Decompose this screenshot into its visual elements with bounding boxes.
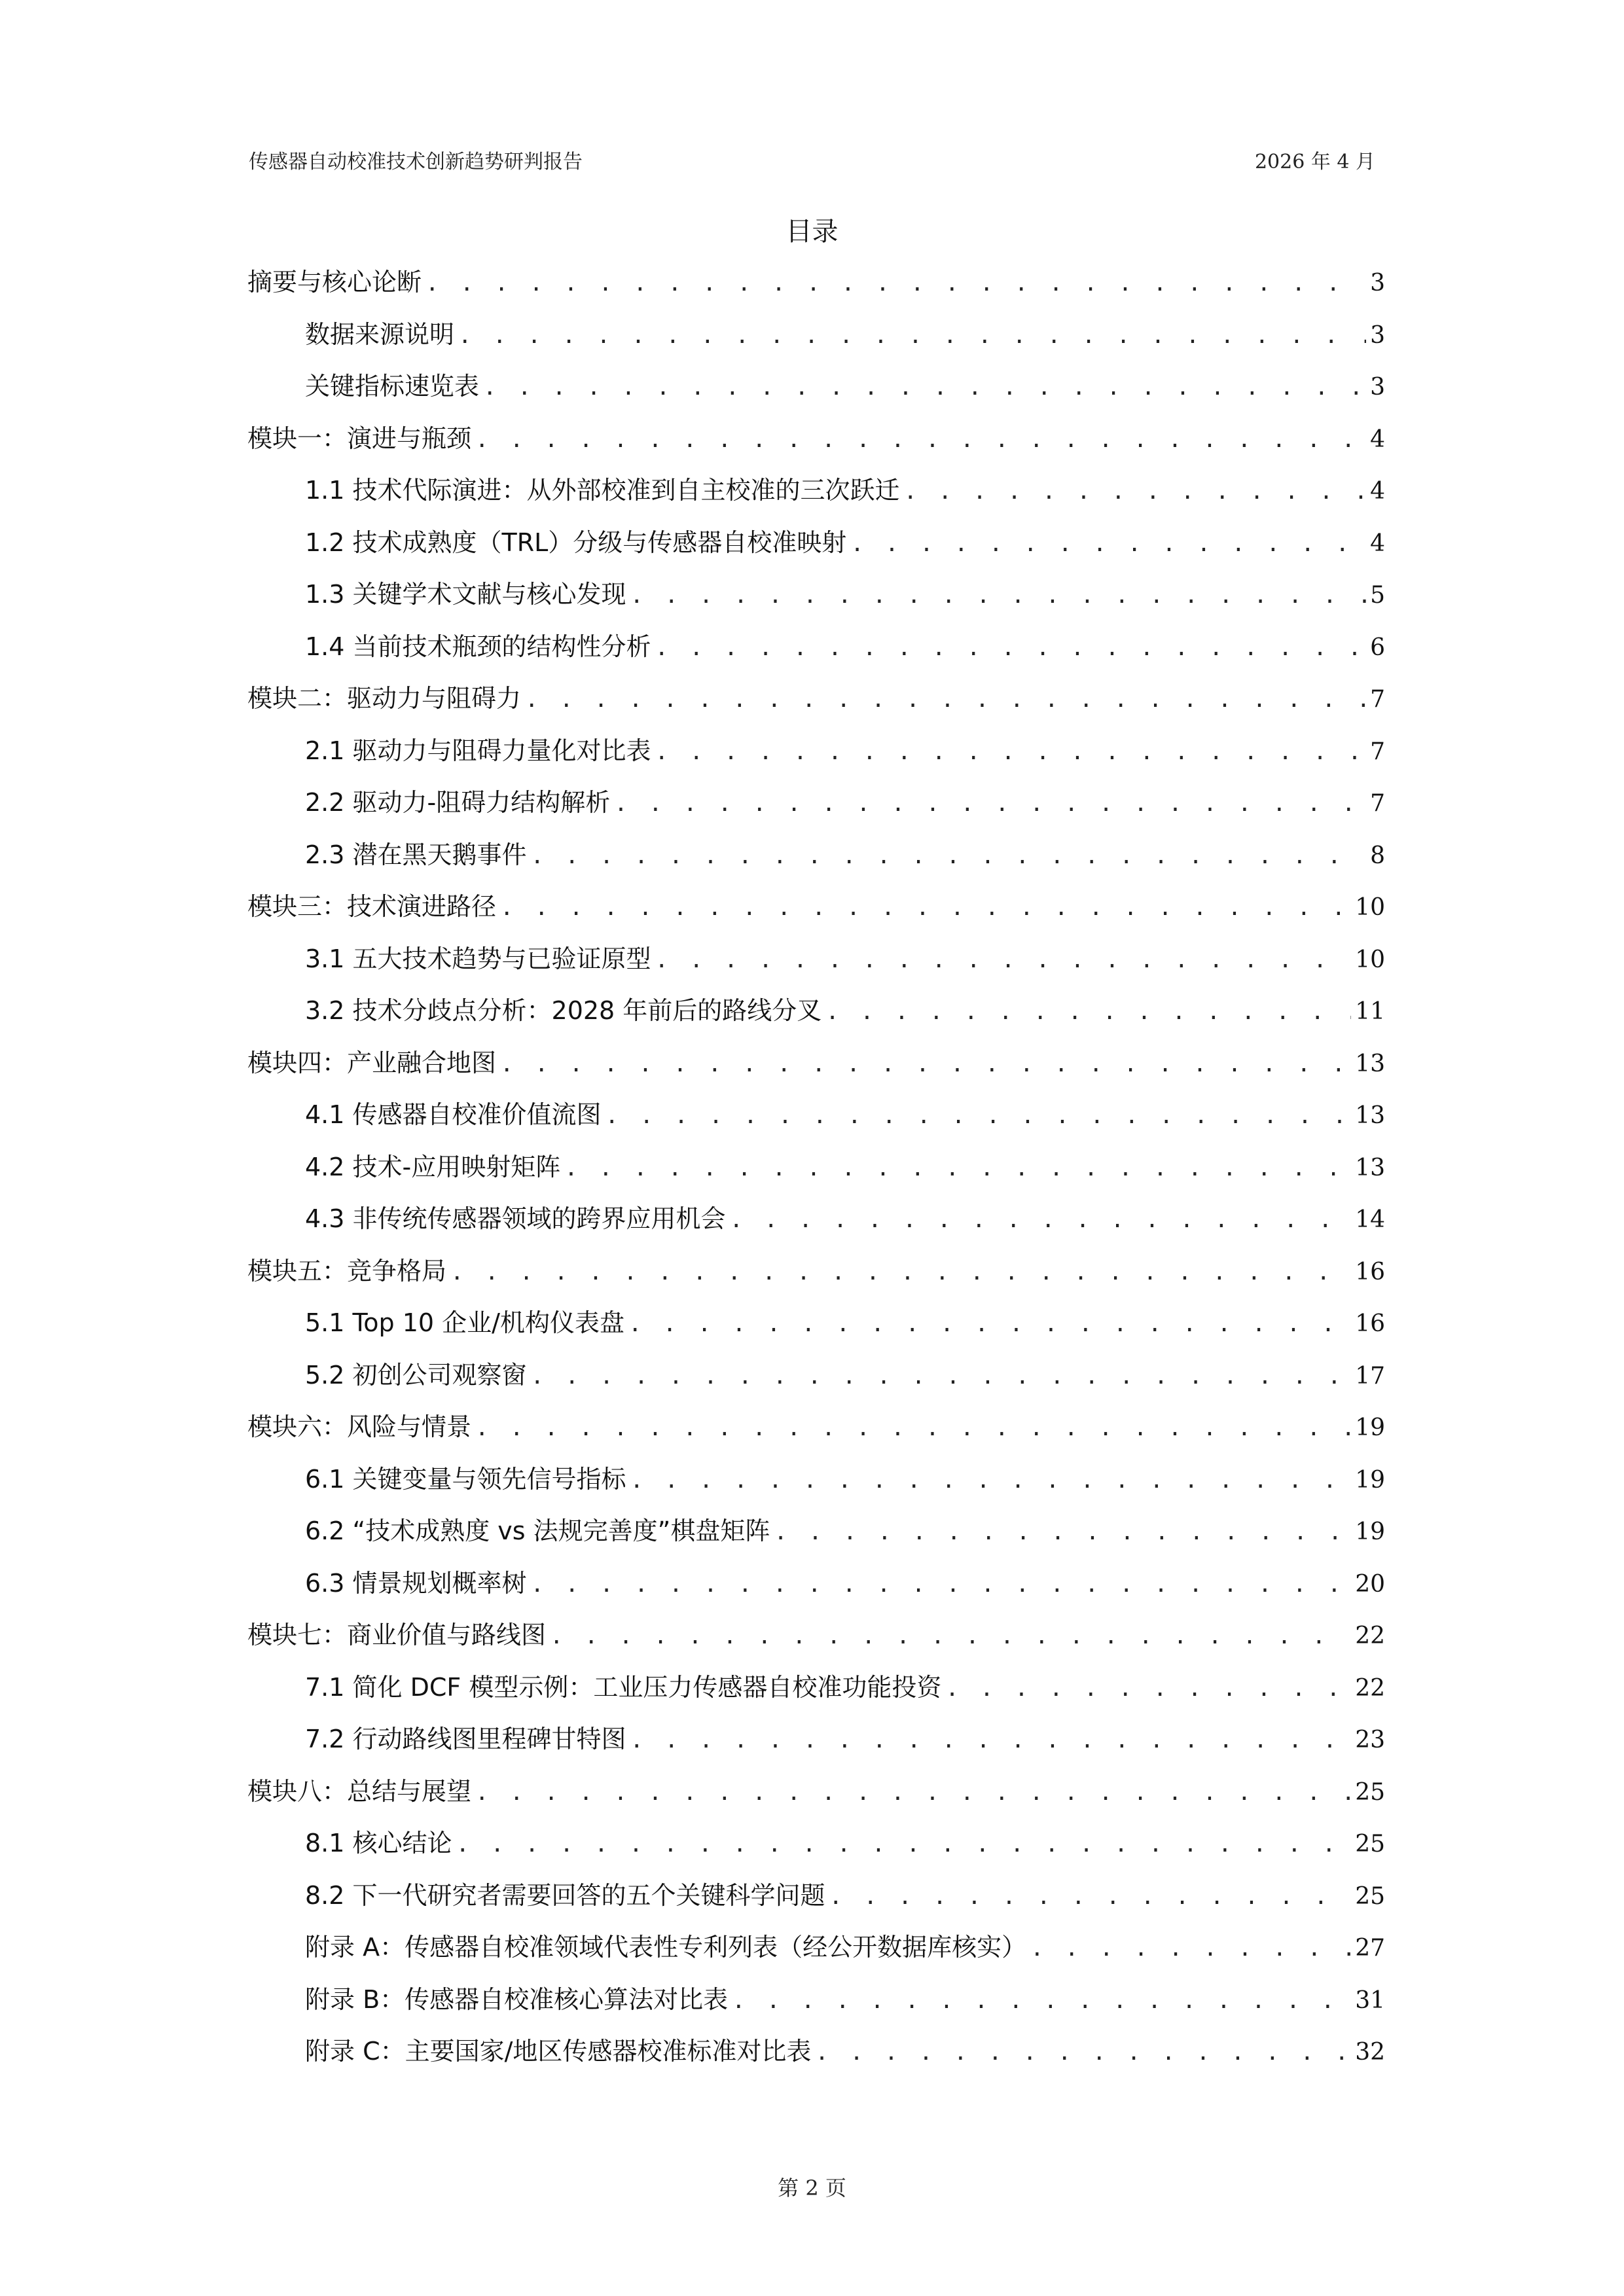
toc-dot-leader: [605, 1090, 1352, 1143]
toc-entry-page: 23: [1355, 1727, 1385, 1753]
toc-entry-page: 4: [1370, 425, 1385, 453]
toc-dot-leader: [614, 778, 1366, 831]
toc-section-entry[interactable]: [247, 1766, 1385, 1818]
toc-entry-label: 附录 B：传感器自校准核心算法对比表: [305, 1984, 729, 2014]
toc-entry-label: 4.1 传感器自校准价值流图: [305, 1100, 602, 1129]
report-title: 传感器自动校准技术创新趋势研判报告: [249, 151, 583, 173]
toc-subsection-entry[interactable]: [247, 309, 1385, 361]
toc-entry-label: 附录 C：主要国家/地区传感器校准标准对比表: [305, 2037, 812, 2066]
toc-dot-leader: [825, 986, 1351, 1039]
toc-entry-label: 附录 A：传感器自校准领域代表性专利列表（经公开数据库核实）: [305, 1933, 1027, 1962]
toc-entry-page: 16: [1355, 1258, 1385, 1285]
toc-entry-page: 8: [1370, 842, 1385, 869]
toc-entry-page: 3: [1370, 270, 1385, 296]
toc-dot-leader: [732, 1975, 1351, 2028]
toc-dot-leader: [630, 570, 1367, 622]
toc-subsection-entry[interactable]: [247, 1505, 1385, 1558]
toc-subsection-entry[interactable]: [247, 1193, 1385, 1246]
toc-dot-leader: [483, 362, 1366, 414]
toc-subsection-entry[interactable]: [247, 1089, 1385, 1141]
toc-entry-page: 11: [1355, 998, 1385, 1025]
toc-entry-page: 27: [1355, 1935, 1385, 1962]
toc-subsection-entry[interactable]: [247, 1297, 1385, 1350]
toc-dot-leader: [730, 1194, 1352, 1247]
toc-entry-page: 7: [1370, 686, 1385, 713]
toc-entry-page: 13: [1355, 1154, 1385, 1181]
toc-dot-leader: [655, 935, 1352, 987]
toc-dot-leader: [531, 1351, 1352, 1403]
toc-subsection-entry[interactable]: [247, 829, 1385, 882]
toc-entry-page: 17: [1355, 1362, 1385, 1390]
toc-section-entry[interactable]: [247, 673, 1385, 725]
toc-dot-leader: [550, 1611, 1351, 1663]
toc-entry-page: 19: [1355, 1518, 1385, 1545]
toc-dot-leader: [829, 1871, 1352, 1924]
toc-entry-label: 模块六：风险与情景: [247, 1412, 472, 1441]
toc-dot-leader: [500, 1039, 1351, 1091]
toc-dot-leader: [904, 466, 1367, 518]
toc-subsection-entry[interactable]: [247, 1922, 1385, 1974]
toc-dot-leader: [475, 1767, 1351, 1820]
toc-entry-label: 模块七：商业价值与路线图: [247, 1621, 547, 1649]
toc-dot-leader: [425, 258, 1366, 310]
page-number: 第 2 页: [778, 2176, 846, 2200]
toc-entry-page: 25: [1355, 1778, 1385, 1806]
toc-entry-page: 3: [1370, 374, 1385, 401]
toc-subsection-entry[interactable]: [247, 1141, 1385, 1194]
toc-entry-page: 6: [1370, 634, 1385, 661]
toc-dot-leader: [456, 1819, 1352, 1871]
toc-entry-label: 8.1 核心结论: [305, 1829, 452, 1857]
toc-entry-page: 4: [1370, 529, 1385, 557]
toc-entry-page: 10: [1355, 946, 1385, 973]
toc-entry-label: 3.1 五大技术趋势与已验证原型: [305, 944, 651, 973]
toc-subsection-entry[interactable]: [247, 985, 1385, 1037]
toc-dot-leader: [475, 414, 1366, 467]
toc-subsection-entry[interactable]: [247, 1713, 1385, 1766]
toc-entry-page: 10: [1355, 894, 1385, 921]
toc-dot-leader: [628, 1299, 1351, 1351]
toc-dot-leader: [564, 1143, 1351, 1195]
toc-entry-label: 模块一：演进与瓶颈: [247, 423, 472, 453]
toc-entry-label: 关键指标速览表: [305, 372, 480, 401]
toc-subsection-entry[interactable]: [247, 1974, 1385, 2026]
toc-entry-page: 20: [1355, 1570, 1385, 1598]
toc-entry-label: 7.2 行动路线图里程碑甘特图: [305, 1725, 626, 1753]
toc-subsection-entry[interactable]: [247, 465, 1385, 517]
toc-entry-label: 模块八：总结与展望: [247, 1776, 472, 1806]
toc-entry-label: 4.2 技术-应用映射矩阵: [305, 1152, 561, 1181]
toc-dot-leader: [525, 674, 1366, 726]
toc-entry-label: 5.2 初创公司观察窗: [305, 1360, 527, 1390]
toc-subsection-entry[interactable]: [247, 725, 1385, 778]
toc-entry-page: 3: [1370, 321, 1385, 349]
toc-section-entry[interactable]: [247, 1609, 1385, 1662]
toc-entry-label: 1.1 技术代际演进：从外部校准到自主校准的三次跃迁: [305, 476, 900, 505]
toc-dot-leader: [458, 310, 1366, 363]
toc-section-entry[interactable]: [247, 881, 1385, 933]
toc-entry-page: 25: [1355, 1882, 1385, 1910]
toc-section-entry[interactable]: [247, 1401, 1385, 1454]
toc-dot-leader: [531, 1559, 1352, 1611]
toc-dot-leader: [850, 518, 1366, 571]
toc-entry-page: 16: [1355, 1310, 1385, 1337]
toc-entry-label: 3.2 技术分歧点分析：2028 年前后的路线分叉: [305, 996, 822, 1025]
toc-entry-page: 7: [1370, 790, 1385, 817]
toc-entry-page: 7: [1370, 738, 1385, 765]
toc-subsection-entry[interactable]: [247, 1454, 1385, 1506]
toc-entry-label: 1.3 关键学术文献与核心发现: [305, 580, 626, 609]
toc-entry-label: 模块四：产业融合地图: [247, 1048, 497, 1077]
toc-entry-label: 8.2 下一代研究者需要回答的五个关键科学问题: [305, 1880, 825, 1910]
toc-entry-page: 22: [1355, 1674, 1385, 1702]
toc-entry-label: 6.3 情景规划概率树: [305, 1568, 527, 1598]
toc-dot-leader: [630, 1455, 1352, 1507]
toc-dot-leader: [450, 1247, 1351, 1299]
toc-entry-label: 摘要与核心论断: [247, 268, 422, 296]
toc-subsection-entry[interactable]: [247, 1350, 1385, 1402]
toc-entry-label: 数据来源说明: [305, 319, 455, 349]
toc-subsection-entry[interactable]: [247, 1818, 1385, 1870]
toc-entry-page: 14: [1355, 1206, 1385, 1233]
toc-dot-leader: [630, 1715, 1352, 1767]
toc-entry-page: 19: [1355, 1414, 1385, 1441]
toc-entry-label: 5.1 Top 10 企业/机构仪表盘: [305, 1308, 624, 1337]
toc-entry-page: 32: [1355, 2039, 1385, 2066]
toc-entry-page: 5: [1370, 582, 1385, 609]
toc-subsection-entry[interactable]: [247, 1662, 1385, 1714]
toc-entry-label: 7.1 简化 DCF 模型示例：工业压力传感器自校准功能投资: [305, 1672, 942, 1702]
toc-entry-label: 2.1 驱动力与阻碍力量化对比表: [305, 736, 651, 765]
toc-entry-page: 13: [1355, 1050, 1385, 1077]
toc-entry-page: 4: [1370, 478, 1385, 505]
toc-entry-page: 13: [1355, 1102, 1385, 1129]
toc-title: 目录: [785, 217, 839, 247]
toc-dot-leader: [945, 1663, 1351, 1715]
toc-dot-leader: [655, 726, 1367, 779]
toc-dot-leader: [475, 1403, 1351, 1455]
toc-entry-label: 1.4 当前技术瓶颈的结构性分析: [305, 632, 651, 661]
toc-entry-label: 模块五：竞争格局: [247, 1256, 447, 1285]
toc-subsection-entry[interactable]: [247, 777, 1385, 829]
toc-entry-page: 31: [1355, 1986, 1385, 2014]
toc-entry-label: 6.1 关键变量与领先信号指标: [305, 1464, 626, 1494]
toc-entry-label: 模块三：技术演进路径: [247, 892, 497, 921]
toc-section-entry[interactable]: [247, 413, 1385, 465]
toc-subsection-entry[interactable]: [247, 569, 1385, 621]
toc-dot-leader: [531, 831, 1367, 883]
toc-subsection-entry[interactable]: [247, 1558, 1385, 1610]
toc-entry-label: 4.3 非传统传感器领域的跨界应用机会: [305, 1204, 726, 1233]
toc-subsection-entry[interactable]: [247, 933, 1385, 986]
toc-entry-label: 2.2 驱动力-阻碍力结构解析: [305, 788, 611, 817]
toc-subsection-entry[interactable]: [247, 2026, 1385, 2078]
toc-entry-label: 模块二：驱动力与阻碍力: [247, 684, 522, 713]
toc-entry-page: 22: [1355, 1623, 1385, 1649]
toc-dot-leader: [774, 1507, 1351, 1559]
table-of-contents: [247, 257, 1385, 2078]
toc-section-entry[interactable]: [247, 1037, 1385, 1090]
page-header: [249, 145, 1375, 185]
toc-entry-label: 2.3 潜在黑天鹅事件: [305, 840, 527, 869]
toc-dot-leader: [1030, 1923, 1351, 1975]
toc-section-entry[interactable]: [247, 1246, 1385, 1298]
toc-dot-leader: [500, 882, 1351, 935]
toc-section-entry[interactable]: [247, 257, 1385, 309]
toc-entry-label: 6.2 “技术成熟度 vs 法规完善度”棋盘矩阵: [305, 1516, 770, 1545]
toc-entry-page: 25: [1355, 1831, 1385, 1857]
toc-subsection-entry[interactable]: [247, 517, 1385, 569]
toc-dot-leader: [655, 622, 1367, 675]
toc-dot-leader: [815, 2027, 1351, 2079]
toc-subsection-entry[interactable]: [247, 1870, 1385, 1922]
toc-entry-label: 1.2 技术成熟度（TRL）分级与传感器自校准映射: [305, 528, 847, 557]
report-date: 2026 年 4 月: [1254, 151, 1375, 173]
toc-entry-page: 19: [1355, 1466, 1385, 1494]
toc-subsection-entry[interactable]: [247, 361, 1385, 413]
toc-subsection-entry[interactable]: [247, 621, 1385, 673]
